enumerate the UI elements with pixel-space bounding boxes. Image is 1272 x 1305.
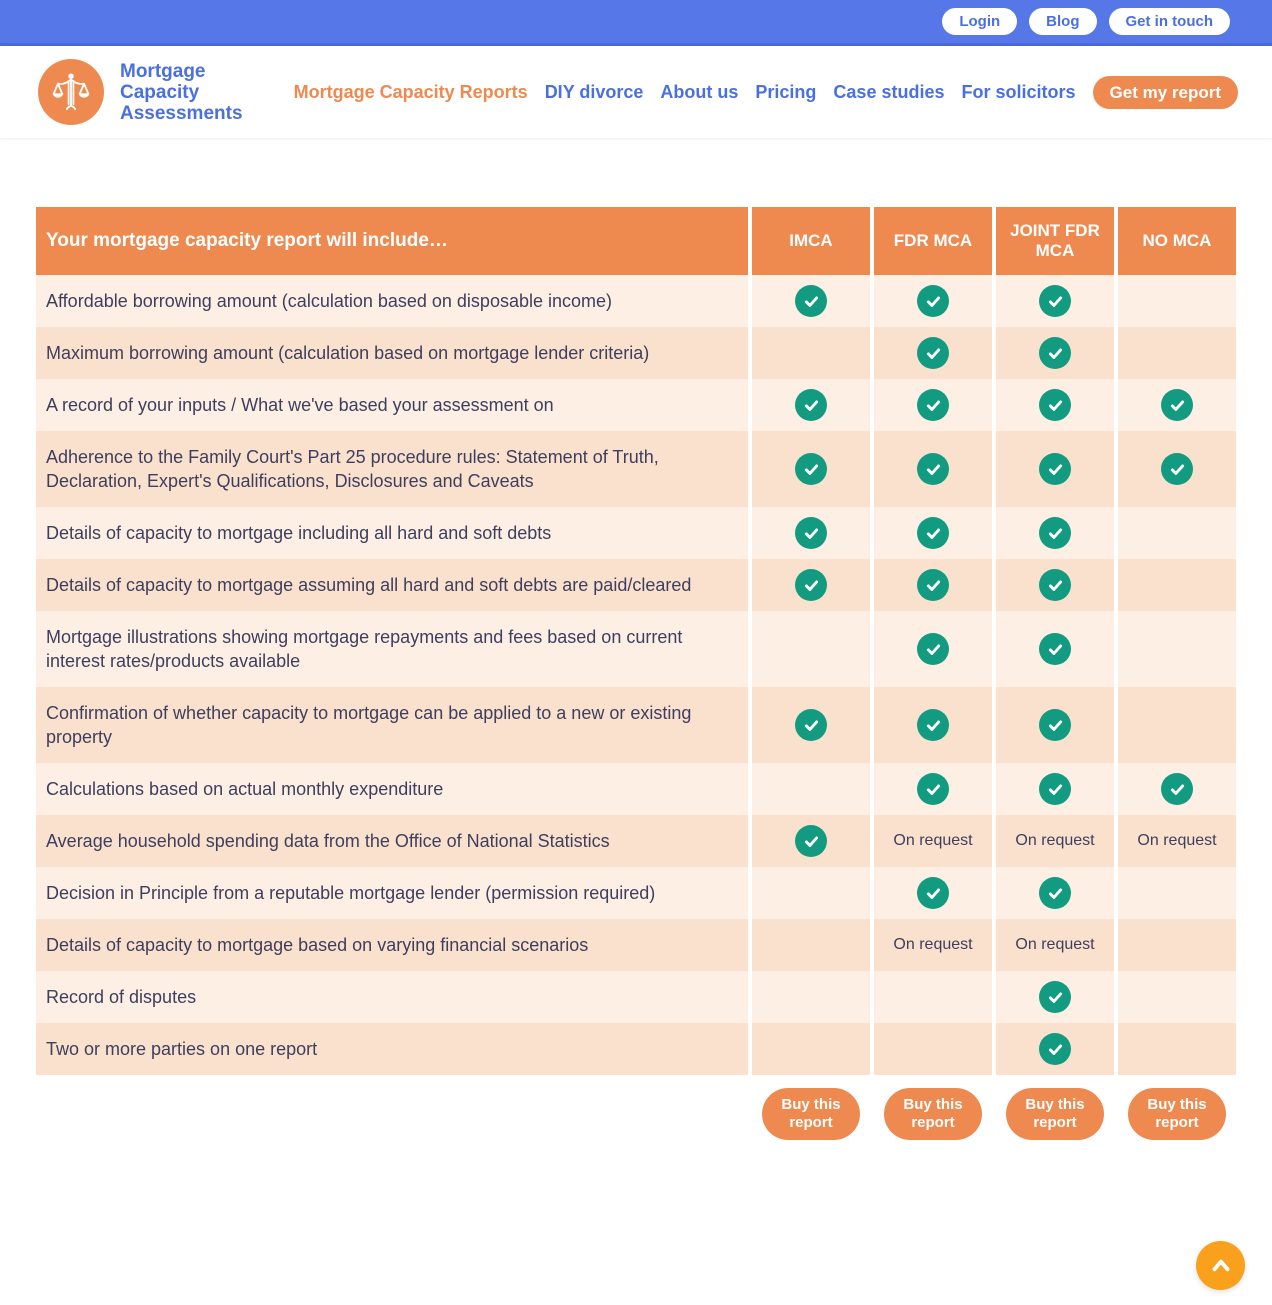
empty-cell: [752, 327, 870, 379]
included-check-cell: [1118, 379, 1236, 431]
check-icon: [917, 285, 949, 317]
included-check-cell: [996, 327, 1114, 379]
check-icon: [795, 517, 827, 549]
empty-cell: [1118, 867, 1236, 919]
included-check-cell: [996, 559, 1114, 611]
row-label: A record of your inputs / What we've based your assessment on: [36, 379, 748, 431]
check-icon: [1039, 453, 1071, 485]
chevron-up-icon: [1208, 1253, 1234, 1279]
empty-cell: [752, 763, 870, 815]
nav-item-about-us[interactable]: About us: [660, 81, 739, 102]
row-label: Affordable borrowing amount (calculation based on disposable income): [36, 275, 748, 327]
scales-of-justice-icon: [38, 59, 104, 125]
empty-cell: [1118, 1023, 1236, 1075]
included-check-cell: [874, 867, 992, 919]
nav-item-mortgage-capacity-reports[interactable]: Mortgage Capacity Reports: [293, 81, 528, 102]
included-check-cell: [752, 559, 870, 611]
included-check-cell: [1118, 431, 1236, 507]
check-icon: [1039, 337, 1071, 369]
included-check-cell: [874, 431, 992, 507]
included-check-cell: [874, 611, 992, 687]
included-check-cell: [874, 327, 992, 379]
table-row: [36, 687, 1236, 763]
check-icon: [1161, 453, 1193, 485]
empty-cell: [1118, 327, 1236, 379]
buy-cell: [996, 1088, 1114, 1140]
brand-line-3: Assessments: [120, 102, 243, 124]
buy-cell: [874, 1088, 992, 1140]
check-icon: [1039, 773, 1071, 805]
login-button[interactable]: Login: [942, 8, 1017, 35]
empty-cell: [874, 1023, 992, 1075]
included-check-cell: [874, 559, 992, 611]
row-label: Maximum borrowing amount (calculation based on mortgage lender criteria): [36, 327, 748, 379]
included-check-cell: [874, 507, 992, 559]
empty-cell: [1118, 611, 1236, 687]
column-header-no-mca: NO MCA: [1118, 207, 1236, 275]
table-row: [36, 919, 1236, 971]
site-header: [0, 46, 1272, 138]
included-check-cell: [996, 867, 1114, 919]
brand-line-1: Mortgage: [120, 60, 206, 82]
main-nav: [294, 76, 1238, 109]
included-check-cell: [1118, 763, 1236, 815]
on-request-cell: On request: [1118, 815, 1236, 867]
table-row: [36, 379, 1236, 431]
empty-cell: [752, 867, 870, 919]
check-icon: [795, 389, 827, 421]
check-icon: [795, 825, 827, 857]
table-row: [36, 763, 1236, 815]
brand-name: [120, 61, 243, 124]
included-check-cell: [752, 431, 870, 507]
empty-cell: [1118, 559, 1236, 611]
check-icon: [917, 709, 949, 741]
row-label: Calculations based on actual monthly expenditure: [36, 763, 748, 815]
included-check-cell: [996, 763, 1114, 815]
included-check-cell: [752, 687, 870, 763]
row-label: Decision in Principle from a reputable mortgage lender (permission required): [36, 867, 748, 919]
get-my-report-button[interactable]: Get my report: [1093, 76, 1238, 109]
row-label: Adherence to the Family Court's Part 25 procedure rules: Statement of Truth, Declaration, Expert's Qualifications, Disclosures and Caveats: [36, 431, 748, 507]
check-icon: [917, 517, 949, 549]
topbar: [0, 0, 1272, 46]
table-row: [36, 611, 1236, 687]
page-content: [0, 138, 1272, 1140]
table-row: [36, 559, 1236, 611]
on-request-cell: On request: [996, 815, 1114, 867]
empty-cell: [1118, 507, 1236, 559]
row-label: Mortgage illustrations showing mortgage repayments and fees based on current interest rates/products available: [36, 611, 748, 687]
table-body: [36, 275, 1236, 1075]
get-in-touch-button[interactable]: Get in touch: [1109, 8, 1231, 35]
table-header-row: [36, 207, 1236, 275]
empty-cell: [874, 971, 992, 1023]
buy-report-button-imca[interactable]: Buy this report: [762, 1088, 860, 1140]
check-icon: [1039, 285, 1071, 317]
included-check-cell: [752, 507, 870, 559]
brand-logo[interactable]: [38, 59, 243, 125]
table-row: [36, 431, 1236, 507]
blog-button[interactable]: Blog: [1029, 8, 1096, 35]
brand-line-2: Capacity: [120, 81, 200, 103]
included-check-cell: [996, 379, 1114, 431]
included-check-cell: [874, 379, 992, 431]
table-row: [36, 815, 1236, 867]
included-check-cell: [996, 507, 1114, 559]
row-label: Details of capacity to mortgage including all hard and soft debts: [36, 507, 748, 559]
buy-buttons-row: [36, 1088, 1236, 1140]
check-icon: [1039, 389, 1071, 421]
empty-cell: [1118, 971, 1236, 1023]
check-icon: [1039, 569, 1071, 601]
included-check-cell: [996, 275, 1114, 327]
empty-cell: [1118, 919, 1236, 971]
check-icon: [1161, 389, 1193, 421]
table-row: [36, 867, 1236, 919]
column-header-joint-fdr-mca: JOINT FDR MCA: [996, 207, 1114, 275]
included-check-cell: [996, 431, 1114, 507]
empty-cell: [752, 919, 870, 971]
check-icon: [1039, 981, 1071, 1013]
check-icon: [1039, 517, 1071, 549]
nav-item-diy-divorce[interactable]: DIY divorce: [544, 81, 644, 102]
check-icon: [795, 453, 827, 485]
on-request-cell: On request: [996, 919, 1114, 971]
check-icon: [1039, 1033, 1071, 1065]
check-icon: [917, 389, 949, 421]
table-row: [36, 327, 1236, 379]
check-icon: [1161, 773, 1193, 805]
included-check-cell: [874, 687, 992, 763]
nav-item-for-solicitors[interactable]: For solicitors: [961, 81, 1076, 102]
empty-cell: [752, 971, 870, 1023]
included-check-cell: [996, 687, 1114, 763]
buy-report-button-joint-fdr-mca[interactable]: Buy this report: [1006, 1088, 1104, 1140]
included-check-cell: [996, 971, 1114, 1023]
empty-cell: [1118, 687, 1236, 763]
check-icon: [917, 569, 949, 601]
included-check-cell: [996, 611, 1114, 687]
check-icon: [917, 337, 949, 369]
check-icon: [917, 633, 949, 665]
nav-item-pricing[interactable]: Pricing: [755, 81, 817, 102]
check-icon: [795, 569, 827, 601]
table-row: [36, 275, 1236, 327]
table-row: [36, 1023, 1236, 1075]
check-icon: [795, 709, 827, 741]
row-label: Record of disputes: [36, 971, 748, 1023]
empty-cell: [752, 1023, 870, 1075]
row-label: Average household spending data from the Office of National Statistics: [36, 815, 748, 867]
check-icon: [1039, 633, 1071, 665]
buy-report-button-fdr-mca[interactable]: Buy this report: [884, 1088, 982, 1140]
check-icon: [795, 285, 827, 317]
buy-report-button-no-mca[interactable]: Buy this report: [1128, 1088, 1226, 1140]
scroll-to-top-button[interactable]: [1196, 1241, 1245, 1290]
column-header-imca: IMCA: [752, 207, 870, 275]
nav-item-case-studies[interactable]: Case studies: [833, 81, 945, 102]
comparison-table: [36, 207, 1236, 1140]
row-label: Confirmation of whether capacity to mortgage can be applied to a new or existing property: [36, 687, 748, 763]
check-icon: [1039, 877, 1071, 909]
table-row: [36, 971, 1236, 1023]
row-label: Details of capacity to mortgage based on varying financial scenarios: [36, 919, 748, 971]
row-label: Two or more parties on one report: [36, 1023, 748, 1075]
empty-cell: [1118, 275, 1236, 327]
empty-cell: [752, 611, 870, 687]
included-check-cell: [874, 275, 992, 327]
check-icon: [917, 877, 949, 909]
table-title: Your mortgage capacity report will include…: [36, 207, 748, 275]
included-check-cell: [752, 815, 870, 867]
included-check-cell: [752, 275, 870, 327]
column-header-fdr-mca: FDR MCA: [874, 207, 992, 275]
included-check-cell: [996, 1023, 1114, 1075]
check-icon: [917, 453, 949, 485]
buy-cell: [1118, 1088, 1236, 1140]
on-request-cell: On request: [874, 919, 992, 971]
table-row: [36, 507, 1236, 559]
included-check-cell: [752, 379, 870, 431]
row-label: Details of capacity to mortgage assuming all hard and soft debts are paid/cleared: [36, 559, 748, 611]
check-icon: [917, 773, 949, 805]
check-icon: [1039, 709, 1071, 741]
on-request-cell: On request: [874, 815, 992, 867]
buy-cell: [752, 1088, 870, 1140]
included-check-cell: [874, 763, 992, 815]
